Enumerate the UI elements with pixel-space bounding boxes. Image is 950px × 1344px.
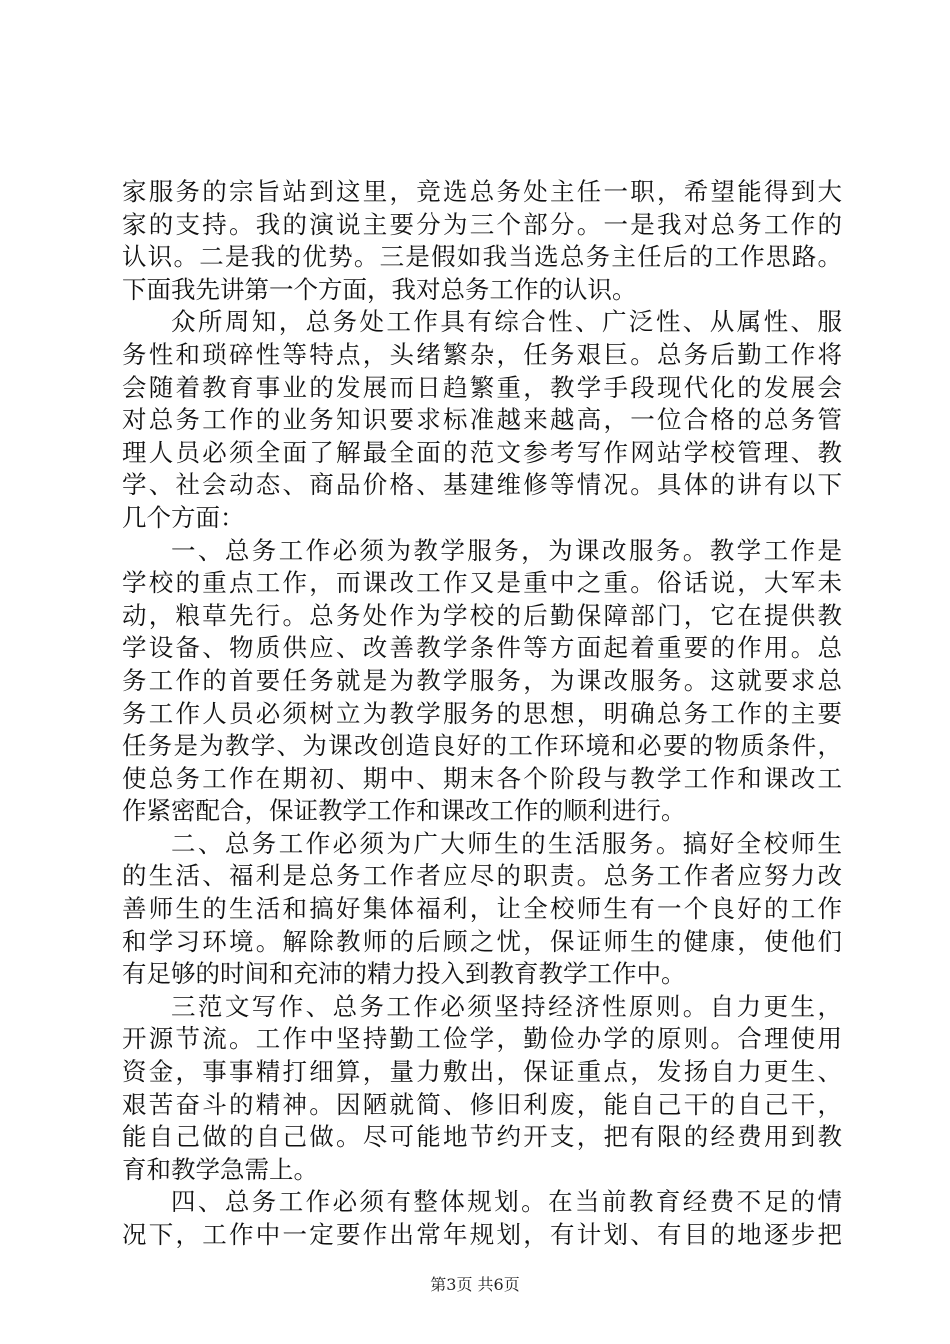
text-line: 理人员必须全面了解最全面的范文参考写作网站学校管理、教: [122, 437, 842, 467]
text-line: 况下，工作中一定要作出常年规划，有计划、有目的地逐步把: [122, 1220, 842, 1249]
text-line: 众所周知，总务处工作具有综合性、广泛性、从属性、服: [171, 307, 842, 337]
text-line: 会随着教育事业的发展而日趋繁重，教学手段现代化的发展会: [122, 372, 842, 402]
text-line: 家服务的宗旨站到这里，竞选总务处主任一职，希望能得到大: [122, 177, 842, 206]
text-line: 的生活、福利是总务工作者应尽的职责。总务工作者应努力改: [122, 861, 842, 891]
text-line: 学、社会动态、商品价格、基建维修等情况。具体的讲有以下: [122, 470, 842, 500]
text-line: 和学习环境。解除教师的后顾之忧，保证师生的健康，使他们: [122, 926, 842, 956]
text-line: 务工作的首要任务就是为教学服务，为课改服务。这就要求总: [122, 665, 842, 695]
text-line: 善师生的生活和搞好集体福利，让全校师生有一个良好的工作: [122, 894, 842, 924]
text-line: 对总务工作的业务知识要求标准越来越高，一位合格的总务管: [122, 405, 842, 435]
text-line: 艰苦奋斗的精神。因陋就简、修旧利废，能自己干的自己干，: [122, 1089, 842, 1119]
text-line: 学设备、物质供应、改善教学条件等方面起着重要的作用。总: [122, 633, 842, 663]
text-line: 资金，事事精打细算，量力敷出，保证重点，发扬自力更生、: [122, 1057, 842, 1087]
text-line: 能自己做的自己做。尽可能地节约开支，把有限的经费用到教: [122, 1122, 842, 1152]
page-footer: 第3页 共6页: [430, 1275, 520, 1294]
text-line: 下面我先讲第一个方面，我对总务工作的认识。: [122, 274, 637, 304]
text-line: 育和教学急需上。: [122, 1154, 318, 1184]
text-line: 认识。二是我的优势。三是假如我当选总务主任后的工作思路。: [122, 242, 842, 272]
text-line: 作紧密配合，保证教学工作和课改工作的顺利进行。: [122, 796, 686, 826]
text-line: 务性和琐碎性等特点，头绪繁杂，任务艰巨。总务后勤工作将: [122, 339, 842, 369]
text-line: 有足够的时间和充沛的精力投入到教育教学工作中。: [122, 959, 686, 989]
text-line: 几个方面：: [122, 502, 245, 532]
text-line: 开源节流。工作中坚持勤工俭学，勤俭办学的原则。合理使用: [122, 1024, 842, 1054]
text-line: 任务是为教学、为课改创造良好的工作环境和必要的物质条件，: [122, 731, 842, 761]
text-line: 家的支持。我的演说主要分为三个部分。一是我对总务工作的: [122, 209, 842, 239]
text-line: 三范文写作、总务工作必须坚持经济性原则。自力更生，: [171, 991, 842, 1021]
text-line: 一、总务工作必须为教学服务，为课改服务。教学工作是: [171, 535, 842, 565]
text-line: 动，粮草先行。总务处作为学校的后勤保障部门，它在提供教: [122, 600, 842, 630]
text-line: 务工作人员必须树立为教学服务的思想，明确总务工作的主要: [122, 698, 842, 728]
text-line: 四、总务工作必须有整体规划。在当前教育经费不足的情: [171, 1187, 842, 1217]
document-body: [122, 176, 842, 1252]
text-line: 使总务工作在期初、期中、期末各个阶段与教学工作和课改工: [122, 763, 842, 793]
text-line: 学校的重点工作，而课改工作又是重中之重。俗话说，大军未: [122, 568, 842, 598]
text-line: 二、总务工作必须为广大师生的生活服务。搞好全校师生: [171, 828, 842, 858]
